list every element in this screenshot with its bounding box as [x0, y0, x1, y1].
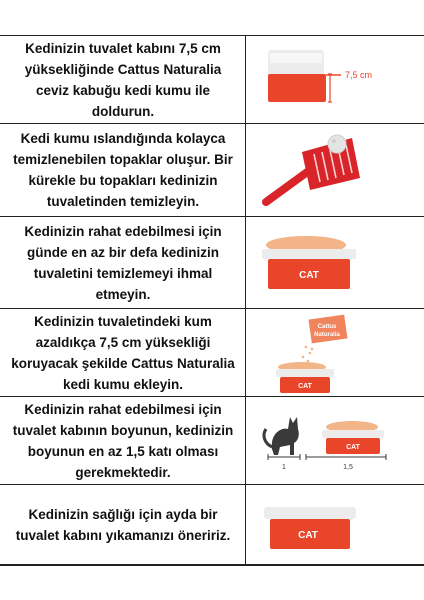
litter-scoop-icon [248, 124, 424, 216]
box-label: CAT [299, 270, 319, 281]
instruction-row [0, 397, 424, 485]
bag-label: Cattus [317, 324, 337, 330]
instruction-row [0, 36, 424, 124]
bag-label: Naturalia [314, 332, 340, 338]
litter-box-wash-icon [248, 485, 424, 565]
litter-box-height-icon [248, 36, 424, 123]
instruction-row [0, 309, 424, 397]
litter-box-icon [248, 217, 424, 308]
instruction-text: Kedinizin sağlığı için ayda bir tuvalet kabını yıkamanızı öneririz. [15, 507, 231, 543]
instructions-table [0, 35, 424, 565]
box-label: CAT [346, 444, 360, 451]
instruction-text: Kedinizin tuvalet kabını 7,5 cm yüksekliğinde Cattus Naturalia ceviz kabuğu kedi kumu ile doldurun. [24, 40, 222, 119]
instruction-text: Kedi kumu ıslandığında kolayca temizlenebilen topaklar oluşur. Bir kürekle bu topakları kedinizin tuvaletinden temizleyin. [13, 131, 233, 209]
instruction-text: Kedinizin tuvaletindeki kum azaldıkça 7,5 cm yüksekliği koruyacak şekilde Cattus Naturalia kedi kumu ekleyin. [11, 313, 235, 392]
instruction-text: Kedinizin rahat edebilmesi için günde en az bir defa kedinizin tuvaletini temizlemeyi ihmal etmeyin. [24, 223, 222, 302]
column-divider [245, 36, 246, 564]
measure-label: 7,5 cm [345, 70, 373, 80]
cat-size-comparison-icon [248, 397, 424, 484]
instruction-row [0, 485, 424, 566]
box-label: CAT [298, 383, 312, 390]
instruction-text: Kedinizin rahat edebilmesi için tuvalet kabının boyunun, kedinizin boyunun en az 1,5 katı olması gerekmektedir. [12, 401, 234, 480]
instruction-row [0, 217, 424, 309]
ratio-label: 1,5 [343, 464, 353, 471]
instruction-row [0, 124, 424, 217]
box-label: CAT [298, 530, 318, 541]
litter-refill-icon [248, 309, 424, 396]
ratio-label: 1 [282, 464, 286, 471]
cat-silhouette-icon [264, 417, 299, 455]
